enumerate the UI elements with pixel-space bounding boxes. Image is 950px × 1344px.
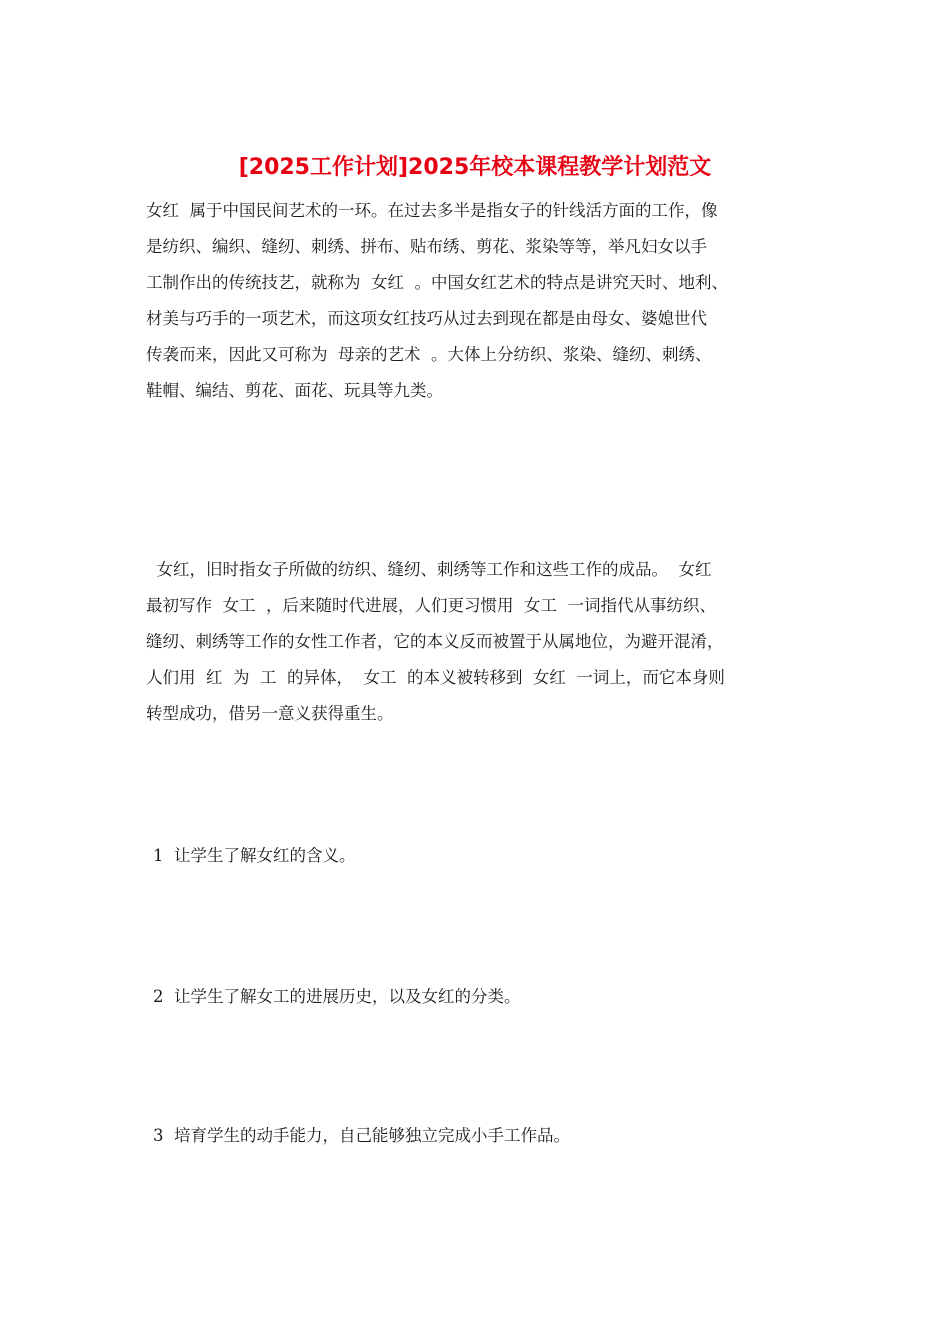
paragraph-line: 缝纫、刺绣等工作的女性工作者，它的本义反而被置于从属地位，为避开混淆，: [146, 632, 724, 651]
paragraph-line: 女红，旧时指女子所做的纺织、缝纫、刺绣等工作和这些工作的成品。 女红: [146, 560, 712, 579]
paragraph-line: 工制作出的传统技艺，就称为 女红 。中国女红艺术的特点是讲究天时、地利、: [146, 273, 728, 292]
paragraph-line: 是纺织、编织、缝纫、刺绣、拼布、贴布绣、剪花、浆染等等，举凡妇女以手: [146, 237, 707, 256]
paragraph-line: 材美与巧手的一项艺术，而这项女红技巧从过去到现在都是由母女、婆媳世代: [146, 309, 707, 328]
objective-item-1: 1 让学生了解女红的含义。: [153, 846, 356, 865]
paragraph-line: 鞋帽、编结、剪花、面花、玩具等九类。: [146, 381, 443, 400]
objective-item-3: 3 培育学生的动手能力，自己能够独立完成小手工作品。: [153, 1126, 570, 1145]
paragraph-history: [146, 552, 814, 732]
paragraph-line: 传袭而来，因此又可称为 母亲的艺术 。大体上分纺织、浆染、缝纫、刺绣、: [146, 345, 712, 364]
document-title: [2025工作计划]2025年校本课程教学计划范文: [238, 155, 712, 180]
paragraph-line: 人们用 红 为 工 的异体， 女工 的本义被转移到 女红 一词上，而它本身则: [146, 668, 725, 687]
paragraph-line: 最初写作 女工 ，后来随时代进展，人们更习惯用 女工 一词指代从事纺织、: [146, 596, 716, 615]
paragraph-line: 女红 属于中国民间艺术的一环。在过去多半是指女子的针线活方面的工作，像: [146, 201, 718, 220]
objective-item-2: 2 让学生了解女工的进展历史，以及女红的分类。: [153, 987, 521, 1006]
paragraph-line: 转型成功，借另一意义获得重生。: [146, 704, 394, 723]
paragraph-introduction: [146, 193, 814, 409]
